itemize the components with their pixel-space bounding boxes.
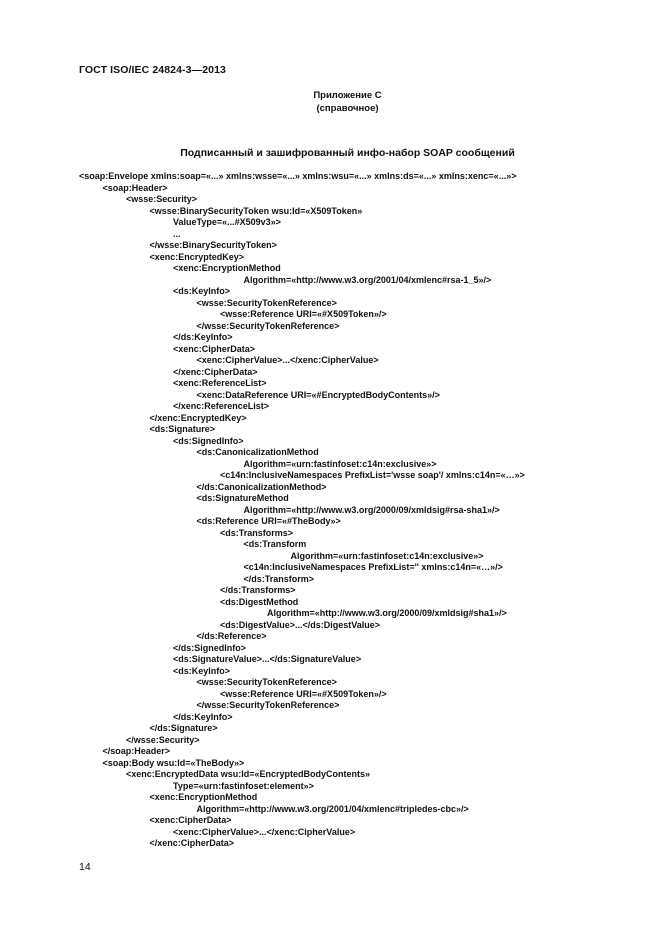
code-line: </ds:Signature> — [149, 723, 218, 733]
code-line: <c14n:InclusiveNamespaces PrefixList='wsse soap'/ xmlns:c14n=«…»> — [220, 470, 525, 480]
document-standard-header: ГОСТ ISO/IEC 24824-3—2013 — [79, 64, 226, 76]
code-line: <ds:DigestValue>...</ds:DigestValue> — [220, 619, 381, 630]
code-line: <xenc:CipherValue>...</xenc:CipherValue> — [173, 826, 356, 837]
code-line: </xenc:ReferenceList> — [173, 401, 270, 411]
code-line: Algorithm=«urn:fastinfoset:c14n:exclusive»> — [290, 550, 484, 561]
code-line: <xenc:EncryptionMethod — [173, 263, 281, 273]
code-line: </ds:Transform> — [243, 573, 315, 584]
code-line: Algorithm=«urn:fastinfoset:c14n:exclusive»> — [243, 458, 437, 469]
code-line: <ds:Signature> — [149, 424, 216, 434]
section-title-container — [0, 147, 661, 159]
code-line: <ds:CanonicalizationMethod — [196, 447, 319, 457]
section-title: Подписанный и зашифрованный инфо-набор SOAP сообщений — [180, 147, 515, 159]
code-line: <wsse:SecurityTokenReference> — [196, 297, 337, 308]
code-line: <wsse:Security> — [126, 194, 198, 204]
code-line: <xenc:EncryptedData wsu:Id=«EncryptedBodyContents» — [126, 769, 371, 779]
code-line: <soap:Body wsu:Id=«TheBody»> — [102, 757, 245, 768]
code-line: <soap:Envelope xmlns:soap=«...» xmlns:wsse=«...» xmlns:wsu=«...» xmlns:ds=«...» xmlns:xenc=«...»> — [79, 171, 517, 181]
code-line: <ds:SignatureMethod — [196, 493, 289, 503]
annex-heading — [0, 89, 661, 115]
code-line: <xenc:DataReference URI=«#EncryptedBodyContents»/> — [196, 389, 440, 400]
code-line: </ds:CanonicalizationMethod> — [196, 481, 327, 492]
code-line: <wsse:Reference URI=«#X509Token»/> — [220, 309, 387, 319]
code-line: <xenc:CipherData> — [149, 815, 232, 825]
code-line: </ds:SignedInfo> — [173, 642, 247, 653]
code-line: <ds:DigestMethod — [220, 596, 299, 607]
code-line: <xenc:CipherValue>...</xenc:CipherValue> — [196, 355, 379, 365]
code-line: Algorithm=«http://www.w3.org/2000/09/xmldsig#rsa-sha1»/> — [243, 504, 500, 515]
code-line: </xenc:CipherData> — [173, 366, 258, 377]
code-line: <ds:KeyInfo> — [173, 286, 231, 296]
code-line: </ds:Transforms> — [220, 585, 296, 595]
code-line: ... — [173, 228, 181, 239]
annex-title: Приложение С — [313, 90, 382, 101]
code-line: Algorithm=«http://www.w3.org/2000/09/xmldsig#sha1»/> — [267, 608, 507, 618]
code-line: <ds:KeyInfo> — [173, 665, 231, 676]
code-line: <wsse:BinarySecurityToken wsu:Id=«X509Token» — [149, 205, 363, 216]
code-line: Type=«urn:fastinfoset:element»> — [173, 780, 314, 791]
code-line: <ds:Reference URI=«#TheBody»> — [196, 516, 341, 526]
code-line: <xenc:ReferenceList> — [173, 378, 267, 388]
code-line: </ds:KeyInfo> — [173, 332, 233, 342]
code-line: </wsse:SecurityTokenReference> — [196, 320, 340, 331]
code-line: ValueType=«...#X509v3»> — [173, 217, 281, 227]
code-line: <xenc:EncryptionMethod — [149, 792, 258, 802]
xml-code-listing — [79, 171, 654, 850]
code-line: </ds:Reference> — [196, 631, 267, 641]
code-line: </soap:Header> — [102, 746, 171, 756]
annex-type: (справочное) — [316, 103, 379, 114]
code-line: <wsse:Reference URI=«#X509Token»/> — [220, 688, 387, 699]
code-line: <soap:Header> — [102, 182, 168, 193]
code-line: </wsse:Security> — [126, 734, 200, 745]
code-line: <ds:SignedInfo> — [173, 435, 244, 446]
code-line: <ds:Transform — [243, 539, 307, 549]
code-line: </wsse:SecurityTokenReference> — [196, 700, 340, 710]
code-line: </xenc:EncryptedKey> — [149, 412, 247, 423]
code-line: <xenc:EncryptedKey> — [149, 251, 245, 262]
code-line: <ds:SignatureValue>...</ds:SignatureValue> — [173, 654, 362, 664]
code-line: </ds:KeyInfo> — [173, 711, 233, 722]
code-line: <ds:Transforms> — [220, 527, 294, 538]
code-line: <c14n:InclusiveNamespaces PrefixList='' xmlns:c14n=«…»/> — [243, 562, 503, 572]
code-line: Algorithm=«http://www.w3.org/2001/04/xmlenc#tripledes-cbc»/> — [196, 803, 469, 814]
code-line: Algorithm=«http://www.w3.org/2001/04/xmlenc#rsa-1_5»/> — [243, 274, 492, 285]
code-line: </xenc:CipherData> — [149, 838, 235, 848]
code-line: </wsse:BinarySecurityToken> — [149, 240, 277, 250]
page-number: 14 — [79, 861, 91, 873]
code-line: <xenc:CipherData> — [173, 343, 256, 354]
code-line: <wsse:SecurityTokenReference> — [196, 677, 337, 687]
